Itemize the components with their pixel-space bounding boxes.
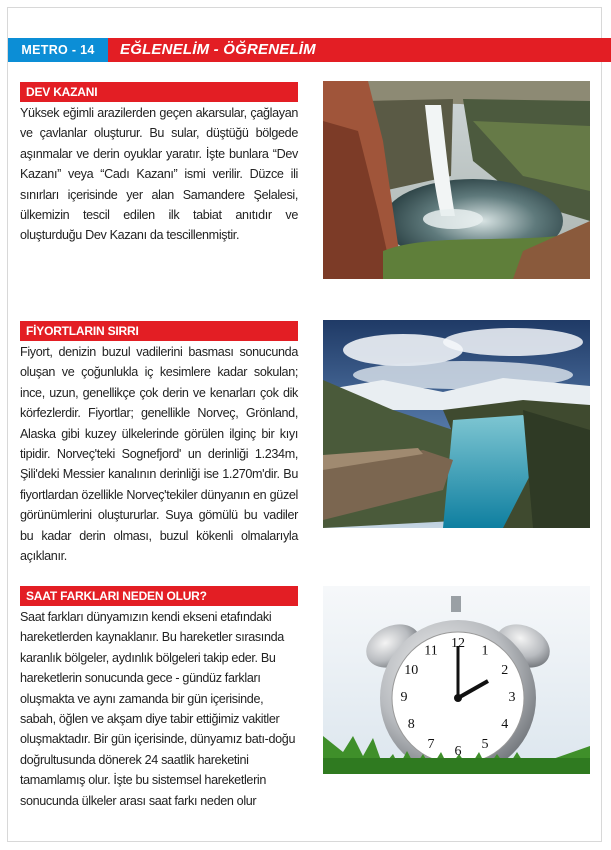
alarm-clock-illustration: [323, 586, 590, 774]
clock-number: 2: [501, 663, 509, 679]
section-heading-saat-farklari: SAAT FARKLARI NEDEN OLUR?: [20, 586, 298, 606]
clock-number: 11: [424, 643, 438, 659]
fjord-illustration: [323, 320, 590, 528]
section-heading-dev-kazani: DEV KAZANI: [20, 82, 298, 102]
page-number-tag: METRO - 14: [8, 38, 108, 62]
waterfall-illustration: [323, 81, 590, 279]
page-title: EĞLENELİM - ÖĞRENELİM: [120, 41, 316, 58]
section-body-dev-kazani: Yüksek eğimli arazilerden geçen akarsular, çağlayan ve çavlanlar oluşturur. Bu sular, düştüğü bölgede aşınmalar ve derin oyuklar yaratır. İşte bunlara “Dev Kazanı” veya “Cadı Kazanı” ismi verilir. Düzce ili sınırları içerisinde yer alan Samandere Şelalesi, ülkemizin tescil edilen ilk tabiat anıtıdır ve oluşturduğu Dev Kazanı da tescillenmiştir.: [20, 106, 298, 243]
fjord-photo: [323, 320, 590, 528]
section-body-fiyortlar: Fiyort, denizin buzul vadilerini basması sonucunda oluşan ve çoğunlukla iç kesimlere kadar sokulan; ince, uzun, genellikçe çok derin ve kenarları çok dik körfezlerdir. Fiyortlar; genellikle Norveç, Grönland, Alaska gibi kuzey ülkelerinde görülen ilginç bir kıyı tipidir. Norveç'teki Sognefjord' un derinliği 1.234m, Şili'deki Messier kanalının derinliği ise 1.270m'dir. Bu fiyortlardan özellikle Norveç'tekiler dünyanın en güzel görünümlerini oluştururlar. Suya gömülü bu vadiler bu kadar derin olması, buzul kökenli olmalarıyla açıklanır.: [20, 345, 298, 564]
section-heading-fiyortlar: FİYORTLARIN SIRRI: [20, 321, 298, 341]
section-body-saat-farklari: Saat farkları dünyamızın kendi ekseni etafındaki hareketlerden kaynaklanır. Bu hareketler sırasında karanlık bölgeler, aydınlık bölgeleri takip eder. Bu hareketlerin sonucunda gece - gündüz farkları oluşmakta ve aynı zamanda bir gün içerisinde, sabah, öğlen ve akşam diye tabir ettiğimiz vakitler oluşmaktadır. Bir gün içerisinde, dünyamız batı-doğu doğrultusunda dönerek 24 saatlik hareketini tamamlamış olur. İşte bu sistemsel hareketlerin sonucunda ülkeler arası saat farkı neden olur: [20, 610, 296, 808]
waterfall-photo: [323, 81, 590, 279]
clock-number: 1: [481, 643, 489, 659]
clock-number: 8: [407, 717, 415, 733]
clock-number: 9: [400, 690, 408, 706]
clock-number: 6: [454, 744, 462, 760]
alarm-clock-photo: [323, 586, 590, 774]
clock-number: 4: [501, 717, 509, 733]
clock-number: 5: [481, 737, 489, 753]
clock-number: 3: [508, 690, 516, 706]
clock-number: 7: [427, 737, 435, 753]
clock-number: 12: [451, 636, 465, 652]
clock-number: 10: [404, 663, 419, 679]
